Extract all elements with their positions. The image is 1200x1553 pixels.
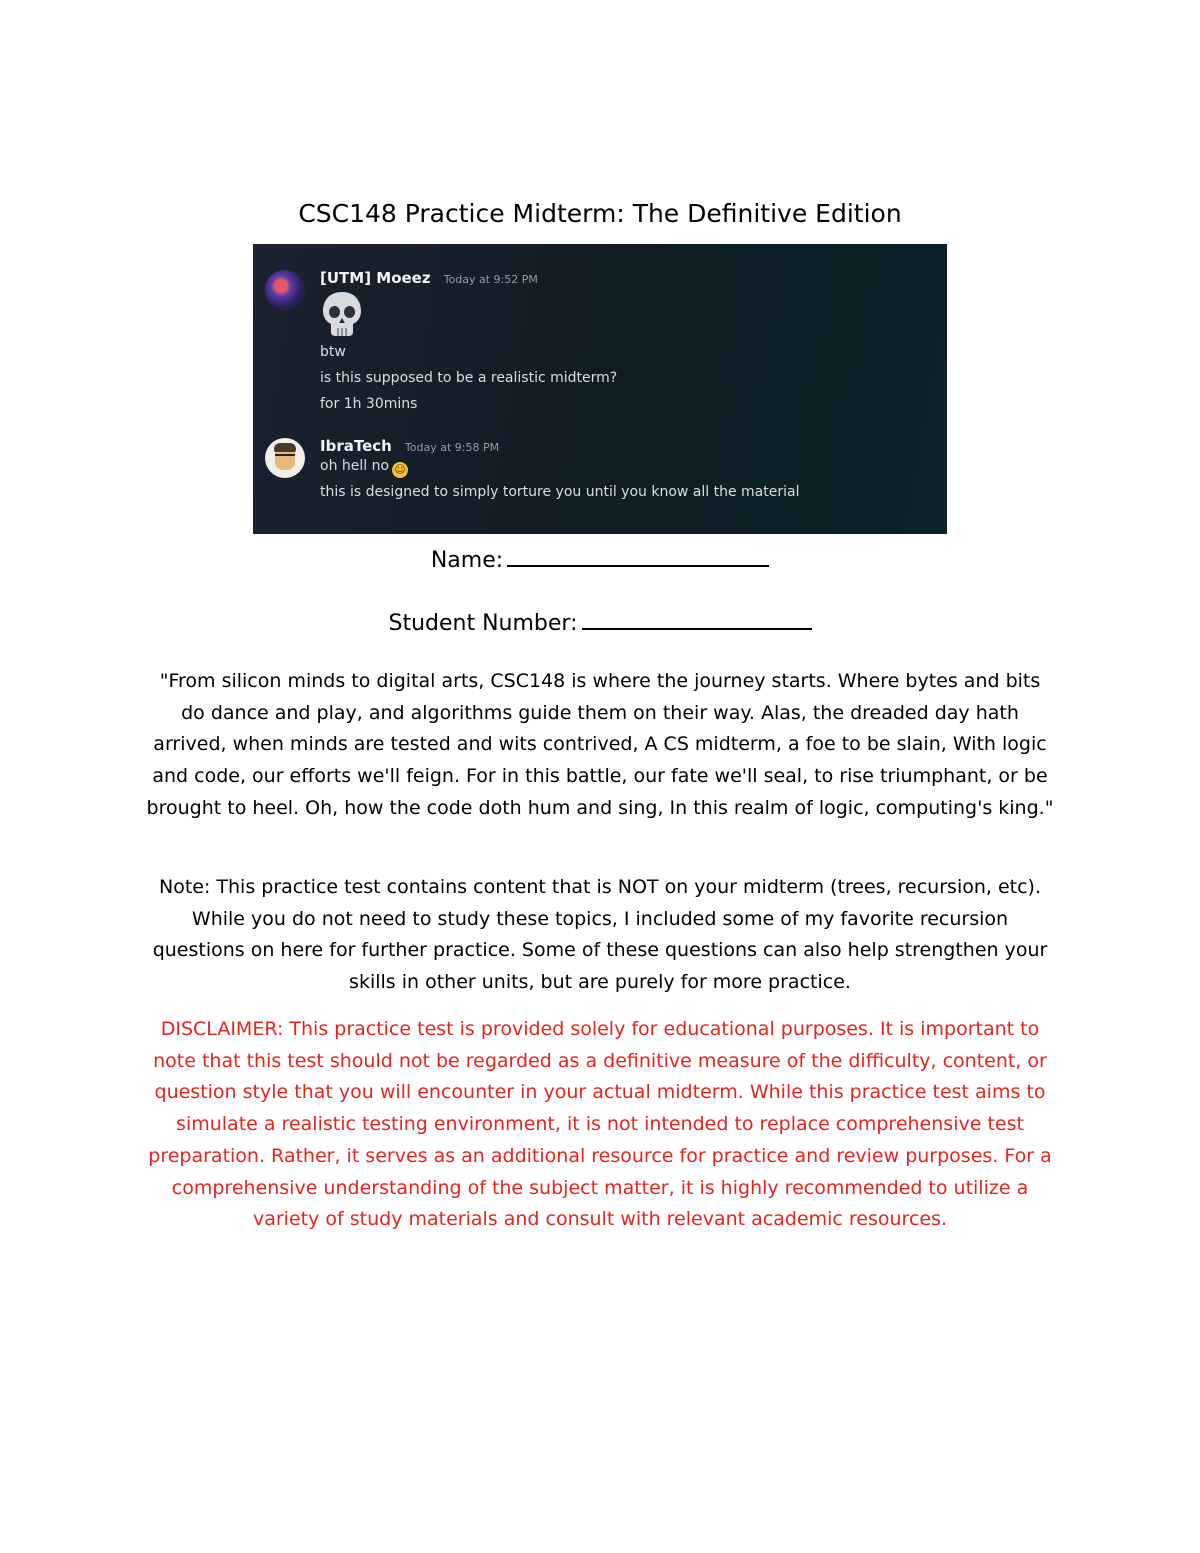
chat-message: [265, 268, 935, 418]
page-title: CSC148 Practice Midterm: The Definitive Edition: [298, 199, 902, 228]
message-line: is this supposed to be a realistic midterm?: [320, 370, 618, 386]
message-header: [320, 436, 499, 455]
skull-emoji-icon: [320, 290, 364, 338]
rolling-on-floor-laughing-emoji-icon: ☺: [392, 462, 408, 478]
student-number-blank[interactable]: [582, 610, 812, 630]
intro-poem: "From silicon minds to digital arts, CSC148 is where the journey starts. Where bytes and bits do dance and play, and algorithms guide them on their way. Alas, the dreaded day hath arrived, when minds are tested and wits contrived, A CS midterm, a foe to be slain, With logic and code, our efforts we'll feign. For in this battle, our fate we'll seal, to rise triumphant, or be brought to heel. Oh, how the code doth hum and sing, In this realm of logic, computing's king.": [146, 670, 1054, 819]
username: [UTM] Moeez: [320, 269, 431, 287]
message-header: [320, 268, 538, 287]
timestamp: Today at 9:58 PM: [404, 441, 500, 454]
message-text: oh hell no: [320, 458, 390, 474]
student-number-field: [0, 609, 1200, 639]
chat-screenshot: [253, 244, 947, 534]
message-line: for 1h 30mins: [320, 396, 418, 412]
message-line: [320, 458, 408, 478]
message-line: this is designed to simply torture you until you know all the material: [320, 484, 800, 500]
timestamp: Today at 9:52 PM: [443, 273, 538, 286]
disclaimer-paragraph: DISCLAIMER: This practice test is provided solely for educational purposes. It is important to note that this test should not be regarded as a definitive measure of the difficulty, content, or question style that you will encounter in your actual midterm. While this practice test aims to simulate a realistic testing environment, it is not intended to replace comprehensive test preparation. Rather, it serves as an additional resource for practice and review purposes. For a comprehensive understanding of the subject matter, it is highly recommended to utilize a variety of study materials and consult with relevant academic resources.: [148, 1018, 1052, 1231]
avatar: [265, 270, 305, 310]
student-number-label: Student Number:: [388, 611, 578, 636]
avatar: [265, 438, 305, 478]
username: IbraTech: [320, 437, 392, 455]
message-line: btw: [320, 344, 346, 360]
name-blank[interactable]: [507, 547, 769, 567]
chat-message: [265, 436, 935, 516]
name-label: Name:: [430, 548, 504, 573]
note-paragraph: Note: This practice test contains content that is NOT on your midterm (trees, recursion, etc). While you do not need to study these topics, I included some of my favorite recursion questions on here for further practice. Some of these questions can also help strengthen your skills in other units, but are purely for more practice.: [152, 876, 1048, 994]
name-field: [0, 546, 1200, 576]
